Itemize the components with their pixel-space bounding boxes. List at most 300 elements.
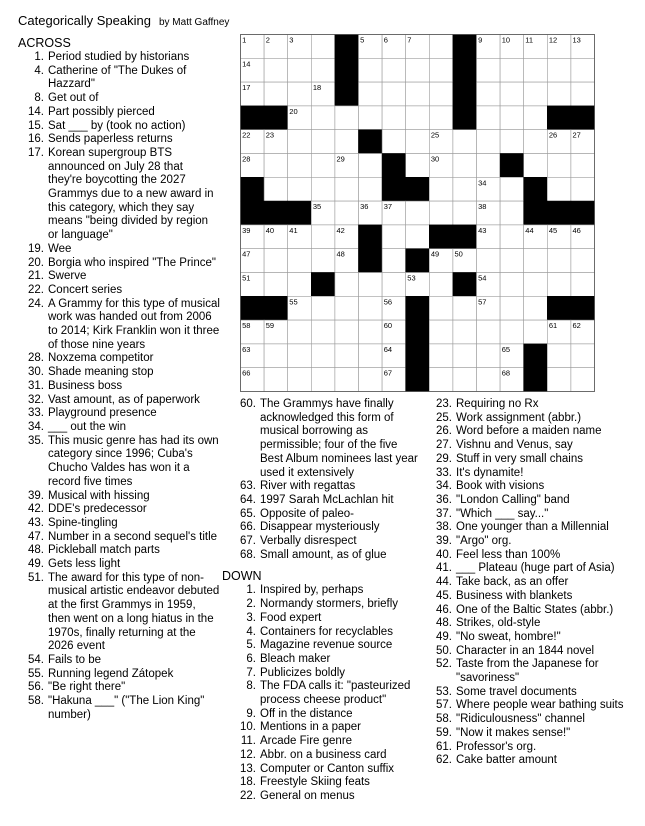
grid-cell[interactable]	[288, 130, 312, 154]
grid-cell[interactable]	[288, 273, 312, 297]
grid-cell[interactable]	[477, 106, 501, 130]
grid-block	[241, 201, 265, 225]
grid-cell[interactable]	[288, 368, 312, 392]
clue-number: 48.	[28, 544, 44, 557]
clue-item[interactable]	[222, 639, 422, 653]
clue-text: Computer or Canton suffix	[260, 762, 395, 775]
grid-cell[interactable]	[547, 82, 571, 106]
clue-number: 50.	[436, 644, 452, 657]
grid-block	[241, 106, 265, 130]
grid-cell[interactable]	[406, 106, 430, 130]
grid-cell[interactable]	[311, 35, 335, 59]
clue-number: 21.	[28, 270, 44, 283]
grid-cell[interactable]	[453, 177, 477, 201]
grid-cell[interactable]	[406, 154, 430, 178]
clue-number: 13.	[240, 762, 256, 775]
clue-item[interactable]	[18, 681, 220, 695]
clue-text: General on menus	[260, 789, 355, 802]
grid-cell[interactable]	[335, 273, 359, 297]
clue-text: Stuff in very small chains	[456, 452, 583, 465]
grid-cell[interactable]	[477, 82, 501, 106]
grid-cell[interactable]	[311, 130, 335, 154]
clue-number: 28.	[28, 352, 44, 365]
grid-cell[interactable]	[429, 344, 453, 368]
grid-cell[interactable]	[359, 58, 383, 82]
grid-cell[interactable]	[335, 201, 359, 225]
grid-block	[571, 201, 595, 225]
clue-item[interactable]	[18, 147, 220, 243]
grid-cell[interactable]	[311, 296, 335, 320]
clue-item[interactable]	[18, 366, 220, 380]
grid-cell[interactable]	[500, 249, 524, 273]
clue-item[interactable]	[18, 435, 220, 490]
clue-item[interactable]	[18, 51, 220, 65]
clue-item[interactable]	[426, 645, 638, 659]
grid-cell[interactable]	[406, 201, 430, 225]
clue-item[interactable]	[426, 590, 638, 604]
clue-item[interactable]	[222, 494, 422, 508]
cell-number: 9	[478, 35, 483, 45]
grid-cell[interactable]	[359, 320, 383, 344]
cell-number: 10	[501, 35, 511, 45]
clue-item[interactable]	[18, 298, 220, 353]
clue-item[interactable]	[18, 92, 220, 106]
clue-item[interactable]	[18, 65, 220, 92]
clue-text: Sends paperless returns	[48, 133, 173, 146]
clue-text: ___ Plateau (huge part of Asia)	[456, 562, 615, 575]
grid-block	[524, 344, 548, 368]
grid-cell[interactable]	[382, 82, 406, 106]
clue-text: "Argo" org.	[456, 535, 512, 548]
grid-cell[interactable]	[500, 58, 524, 82]
clue-number: 67.	[240, 535, 256, 548]
grid-cell[interactable]	[288, 177, 312, 201]
clue-item[interactable]	[426, 658, 638, 685]
grid-cell[interactable]	[477, 249, 501, 273]
clue-item[interactable]	[18, 407, 220, 421]
clue-item[interactable]	[18, 503, 220, 517]
clue-number: 29.	[436, 452, 452, 465]
grid-cell[interactable]	[288, 249, 312, 273]
clue-text: Playground presence	[48, 407, 157, 420]
grid-cell[interactable]	[524, 320, 548, 344]
clue-number: 46.	[436, 603, 452, 616]
clue-item[interactable]	[222, 398, 422, 480]
clue-number: 22.	[240, 789, 256, 802]
cell-number: 62	[572, 321, 581, 331]
grid-block	[406, 249, 430, 273]
clue-number: 59.	[436, 726, 452, 739]
clue-text: "Be right there"	[48, 681, 126, 694]
clue-number: 53.	[436, 685, 452, 698]
clue-number: 11.	[240, 735, 256, 748]
clue-item[interactable]	[426, 494, 638, 508]
clue-item[interactable]	[222, 612, 422, 626]
grid-cell[interactable]	[335, 130, 359, 154]
grid-cell[interactable]	[547, 177, 571, 201]
grid-cell[interactable]	[477, 130, 501, 154]
clue-item[interactable]	[222, 667, 422, 681]
grid-cell[interactable]	[406, 130, 430, 154]
clue-text: The Grammys have finally acknowledged this form of musical borrowing as permissible; four of the five Best Album nominees last year used it extensively	[260, 398, 418, 479]
clue-item[interactable]	[222, 776, 422, 790]
clue-text: "Ridiculousness" channel	[456, 713, 585, 726]
clue-item[interactable]	[222, 549, 422, 563]
grid-cell[interactable]	[500, 273, 524, 297]
grid-cell[interactable]	[311, 320, 335, 344]
grid-cell[interactable]	[288, 82, 312, 106]
clue-item[interactable]	[426, 576, 638, 590]
clue-number: 23.	[436, 398, 452, 410]
clue-item[interactable]	[222, 626, 422, 640]
clue-text: Vast amount, as of paperwork	[48, 393, 200, 406]
grid-cell[interactable]	[429, 201, 453, 225]
grid-cell[interactable]	[547, 58, 571, 82]
clue-item[interactable]	[426, 617, 638, 631]
grid-svg[interactable]	[240, 34, 595, 392]
cell-number: 13	[572, 35, 581, 45]
clue-item[interactable]	[426, 562, 638, 576]
clue-item[interactable]	[426, 549, 638, 563]
grid-cell[interactable]	[453, 154, 477, 178]
clue-item[interactable]	[426, 686, 638, 700]
clue-item[interactable]	[222, 680, 422, 707]
clue-item[interactable]	[426, 754, 638, 768]
clue-item[interactable]	[18, 517, 220, 531]
clue-number: 42.	[28, 503, 44, 516]
grid-cell[interactable]	[335, 177, 359, 201]
clue-text: Off in the distance	[260, 707, 353, 720]
clue-item[interactable]	[18, 654, 220, 668]
grid-cell[interactable]	[524, 273, 548, 297]
grid-block	[241, 296, 265, 320]
clue-item[interactable]	[18, 352, 220, 366]
grid-cell[interactable]	[571, 82, 595, 106]
grid-cell[interactable]	[524, 106, 548, 130]
cell-number: 58	[242, 321, 251, 331]
clue-item[interactable]	[222, 653, 422, 667]
grid-cell[interactable]	[500, 82, 524, 106]
grid-cell[interactable]	[311, 249, 335, 273]
cell-number: 42	[336, 225, 345, 235]
cell-number: 41	[289, 225, 298, 235]
clue-item[interactable]	[222, 598, 422, 612]
grid-block	[264, 296, 288, 320]
grid-cell[interactable]	[524, 58, 548, 82]
clue-number: 58.	[436, 713, 452, 726]
clue-item[interactable]	[222, 584, 422, 598]
grid-cell[interactable]	[453, 344, 477, 368]
grid-cell[interactable]	[359, 177, 383, 201]
grid-cell[interactable]	[571, 154, 595, 178]
grid-cell[interactable]	[453, 201, 477, 225]
grid-cell[interactable]	[429, 320, 453, 344]
grid-cell[interactable]	[571, 177, 595, 201]
title-text: Categorically Speaking	[18, 13, 151, 28]
grid-cell[interactable]	[477, 58, 501, 82]
grid-cell[interactable]	[524, 296, 548, 320]
grid-cell[interactable]	[264, 273, 288, 297]
grid-cell[interactable]	[571, 273, 595, 297]
clue-number: 44.	[436, 576, 452, 589]
clue-item[interactable]	[426, 412, 638, 426]
grid-cell[interactable]	[429, 296, 453, 320]
across-list	[18, 51, 220, 722]
clue-number: 1.	[246, 584, 256, 597]
grid-cell[interactable]	[264, 249, 288, 273]
clue-item[interactable]	[18, 421, 220, 435]
clue-item[interactable]	[18, 572, 220, 654]
clue-number: 62.	[436, 754, 452, 767]
grid-cell[interactable]	[382, 58, 406, 82]
grid-cell[interactable]	[311, 154, 335, 178]
grid-cell[interactable]	[382, 130, 406, 154]
grid-cell[interactable]	[382, 273, 406, 297]
grid-cell[interactable]	[359, 273, 383, 297]
clue-item[interactable]	[426, 727, 638, 741]
grid-cell[interactable]	[477, 154, 501, 178]
grid-cell[interactable]	[311, 225, 335, 249]
grid-cell[interactable]	[524, 130, 548, 154]
grid-cell[interactable]	[429, 106, 453, 130]
clue-number: 45.	[436, 589, 452, 602]
grid-cell[interactable]	[288, 154, 312, 178]
clue-text: Pickleball match parts	[48, 544, 160, 557]
clue-text: River with regattas	[260, 480, 356, 493]
clue-item[interactable]	[222, 749, 422, 763]
clue-text: The award for this type of non-musical artistic endeavor debuted at the first Grammys in 1959, then went on a long hiatus in the 1970s, finally returning at the 2026 event	[48, 571, 220, 653]
clue-item[interactable]	[18, 394, 220, 408]
clue-number: 56.	[28, 681, 44, 694]
clue-item[interactable]	[18, 380, 220, 394]
grid-cell[interactable]	[500, 177, 524, 201]
clue-item[interactable]	[222, 708, 422, 722]
grid-cell[interactable]	[571, 368, 595, 392]
clue-number: 55.	[28, 667, 44, 680]
clue-item[interactable]	[222, 735, 422, 749]
clue-item[interactable]	[222, 508, 422, 522]
grid-cell[interactable]	[382, 249, 406, 273]
cell-number: 22	[242, 130, 251, 140]
clue-number: 2.	[246, 598, 256, 611]
clue-text: Get out of	[48, 92, 99, 105]
grid-cell[interactable]	[335, 368, 359, 392]
clue-text: Gets less light	[48, 558, 121, 571]
cell-number: 32	[242, 178, 251, 188]
cell-number: 2	[265, 35, 270, 45]
grid-cell[interactable]	[335, 320, 359, 344]
clue-number: 32.	[28, 393, 44, 406]
cell-number: 37	[383, 202, 393, 212]
clue-item[interactable]	[222, 790, 422, 804]
clue-item[interactable]	[222, 763, 422, 777]
clue-text: Word before a maiden name	[456, 425, 602, 438]
grid-cell[interactable]	[524, 154, 548, 178]
grid-cell[interactable]	[311, 368, 335, 392]
clue-item[interactable]	[426, 521, 638, 535]
clue-text: It's dynamite!	[456, 466, 524, 479]
grid-cell[interactable]	[264, 58, 288, 82]
clue-number: 8.	[34, 92, 44, 105]
clue-text: "Hakuna ___" ("The Lion King" number)	[48, 695, 205, 721]
grid-cell[interactable]	[359, 154, 383, 178]
cell-number: 67	[383, 368, 393, 378]
clue-item[interactable]	[426, 741, 638, 755]
clue-item[interactable]	[18, 544, 220, 558]
clue-item[interactable]	[18, 257, 220, 271]
clue-text: Inspired by, perhaps	[260, 584, 364, 597]
grid-cell[interactable]	[359, 368, 383, 392]
grid-cell[interactable]	[359, 296, 383, 320]
grid-cell[interactable]	[311, 58, 335, 82]
grid-cell[interactable]	[547, 249, 571, 273]
cell-number: 20	[289, 106, 298, 116]
clue-item[interactable]	[426, 398, 638, 412]
clue-item[interactable]	[18, 243, 220, 257]
grid-cell[interactable]	[406, 58, 430, 82]
grid-cell[interactable]	[500, 225, 524, 249]
clue-item[interactable]	[426, 631, 638, 645]
clue-text: Arcade Fire genre	[260, 735, 353, 748]
grid-cell[interactable]	[429, 273, 453, 297]
grid-cell[interactable]	[429, 82, 453, 106]
grid-cell[interactable]	[429, 177, 453, 201]
clue-item[interactable]	[18, 120, 220, 134]
clue-item[interactable]	[18, 490, 220, 504]
clue-item[interactable]	[426, 453, 638, 467]
grid-cell[interactable]	[359, 106, 383, 130]
grid-cell[interactable]	[429, 368, 453, 392]
clue-item[interactable]	[222, 480, 422, 494]
clue-item[interactable]	[426, 713, 638, 727]
grid-cell[interactable]	[500, 201, 524, 225]
clue-number: 8.	[246, 680, 256, 693]
clue-item[interactable]	[18, 668, 220, 682]
cell-number: 51	[242, 273, 251, 283]
grid-cell[interactable]	[453, 130, 477, 154]
grid-cell[interactable]	[382, 225, 406, 249]
grid-cell[interactable]	[429, 58, 453, 82]
grid-cell[interactable]	[453, 368, 477, 392]
grid-cell[interactable]	[500, 130, 524, 154]
grid-cell[interactable]	[264, 177, 288, 201]
clue-item[interactable]	[18, 133, 220, 147]
crossword-grid[interactable]	[240, 34, 595, 392]
grid-block	[429, 225, 453, 249]
grid-cell[interactable]	[477, 368, 501, 392]
clue-number: 39.	[436, 535, 452, 548]
clue-item[interactable]	[222, 721, 422, 735]
grid-cell[interactable]	[311, 177, 335, 201]
grid-cell[interactable]	[406, 225, 430, 249]
grid-cell[interactable]	[359, 82, 383, 106]
grid-cell[interactable]	[406, 82, 430, 106]
clue-text: Business boss	[48, 379, 123, 392]
grid-cell[interactable]	[288, 320, 312, 344]
grid-cell[interactable]	[524, 82, 548, 106]
grid-cell[interactable]	[288, 58, 312, 82]
grid-cell[interactable]	[311, 344, 335, 368]
grid-cell[interactable]	[382, 106, 406, 130]
clue-text: Sat ___ by (took no action)	[48, 119, 186, 132]
clue-item[interactable]	[426, 535, 638, 549]
grid-cell[interactable]	[453, 320, 477, 344]
clue-number: 34.	[436, 480, 452, 493]
clue-item[interactable]	[426, 699, 638, 713]
clue-item[interactable]	[426, 467, 638, 481]
clue-item[interactable]	[18, 284, 220, 298]
clue-item[interactable]	[18, 531, 220, 545]
grid-cell[interactable]	[571, 58, 595, 82]
grid-block	[453, 225, 477, 249]
grid-cell[interactable]	[547, 273, 571, 297]
clue-text: Concert series	[48, 283, 123, 296]
clue-number: 33.	[436, 466, 452, 479]
grid-block	[382, 154, 406, 178]
clue-item[interactable]	[18, 558, 220, 572]
grid-cell[interactable]	[547, 344, 571, 368]
grid-cell[interactable]	[500, 320, 524, 344]
grid-cell[interactable]	[547, 368, 571, 392]
grid-cell[interactable]	[547, 154, 571, 178]
grid-cell[interactable]	[335, 296, 359, 320]
grid-cell[interactable]	[500, 106, 524, 130]
clue-text: Noxzema competitor	[48, 352, 154, 365]
grid-cell[interactable]	[571, 344, 595, 368]
grid-cell[interactable]	[500, 296, 524, 320]
grid-block	[453, 273, 477, 297]
clue-item[interactable]	[426, 439, 638, 453]
grid-cell[interactable]	[335, 106, 359, 130]
grid-cell[interactable]	[571, 249, 595, 273]
grid-cell[interactable]	[477, 344, 501, 368]
clue-item[interactable]	[426, 508, 638, 522]
grid-cell[interactable]	[264, 154, 288, 178]
grid-cell[interactable]	[359, 344, 383, 368]
clue-number: 9.	[246, 707, 256, 720]
clue-text: Containers for recyclables	[260, 625, 393, 638]
clue-number: 49.	[436, 630, 452, 643]
cell-number: 31	[501, 154, 511, 164]
clue-number: 3.	[246, 611, 256, 624]
clue-item[interactable]	[18, 695, 220, 722]
grid-cell[interactable]	[335, 344, 359, 368]
grid-cell[interactable]	[524, 249, 548, 273]
grid-cell[interactable]	[264, 82, 288, 106]
clue-item[interactable]	[426, 425, 638, 439]
cell-number: 35	[312, 202, 322, 212]
clue-item[interactable]	[18, 106, 220, 120]
cell-number: 45	[548, 225, 558, 235]
grid-cell[interactable]	[264, 368, 288, 392]
grid-cell[interactable]	[477, 320, 501, 344]
grid-cell[interactable]	[288, 344, 312, 368]
clue-number: 35.	[28, 434, 44, 447]
clue-item[interactable]	[222, 521, 422, 535]
clue-text: Character in an 1844 novel	[456, 644, 595, 657]
clue-text: ___ out the win	[48, 420, 127, 433]
clue-number: 61.	[436, 740, 452, 753]
grid-cell[interactable]	[311, 106, 335, 130]
grid-cell[interactable]	[264, 344, 288, 368]
clue-item[interactable]	[426, 480, 638, 494]
cell-number: 27	[572, 130, 581, 140]
clue-item[interactable]	[18, 270, 220, 284]
grid-cell[interactable]	[453, 296, 477, 320]
clue-item[interactable]	[222, 535, 422, 549]
grid-cell[interactable]	[429, 35, 453, 59]
clue-item[interactable]	[426, 604, 638, 618]
